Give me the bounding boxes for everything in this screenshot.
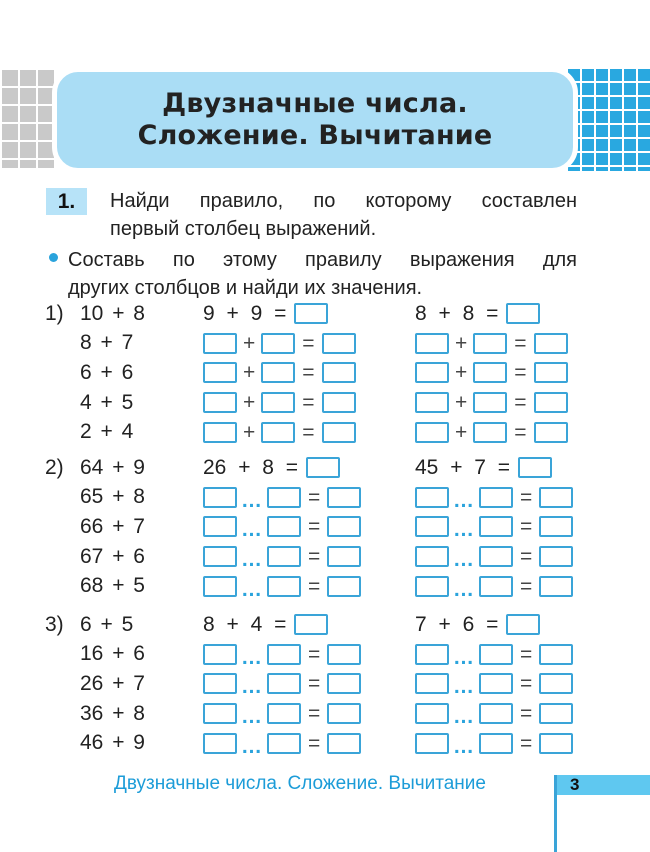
answer-box[interactable] (203, 673, 237, 694)
task-instruction-line-1: Найди правило, по которому составлен (110, 190, 577, 212)
answer-box[interactable] (267, 644, 301, 665)
group-2-middle-column (203, 453, 415, 601)
missing-operator-dots: … (241, 734, 263, 758)
fill-in-row (203, 669, 415, 699)
operator-symbol: + (243, 391, 256, 415)
given-expression: 64 + 9 (80, 455, 145, 479)
answer-box[interactable] (327, 487, 361, 508)
column-header-row (415, 610, 585, 640)
column-header-row (415, 453, 585, 483)
operator-symbol: + (455, 420, 468, 444)
operator-symbol: + (455, 391, 468, 415)
answer-box[interactable] (203, 516, 237, 537)
answer-box[interactable] (267, 487, 301, 508)
answer-box[interactable] (415, 546, 449, 567)
answer-box[interactable] (479, 516, 513, 537)
answer-box[interactable] (327, 644, 361, 665)
expression-row (45, 417, 203, 447)
missing-operator-dots: … (453, 577, 475, 601)
answer-box[interactable] (534, 362, 568, 383)
fill-in-row (203, 571, 415, 601)
answer-box[interactable] (203, 733, 237, 754)
fill-in-row (415, 699, 585, 729)
answer-box[interactable] (415, 703, 449, 724)
given-expression: 16 + 6 (80, 642, 145, 666)
equals-symbol: = (520, 485, 533, 509)
group-label: 2) (45, 455, 64, 479)
answer-box[interactable] (267, 703, 301, 724)
header-expression: 7 + 6 = (415, 612, 499, 636)
answer-box[interactable] (267, 733, 301, 754)
equals-symbol: = (308, 731, 321, 755)
missing-operator-dots: … (453, 734, 475, 758)
exercise-group-1 (45, 299, 625, 447)
footer-title: Двузначные числа. Сложение. Вычитание (114, 773, 486, 794)
fill-in-row (203, 358, 415, 388)
exercise-area (45, 299, 625, 758)
answer-box[interactable] (473, 422, 507, 443)
answer-box[interactable] (261, 333, 295, 354)
expression-row (45, 610, 203, 640)
missing-operator-dots: … (453, 675, 475, 699)
answer-box[interactable] (261, 392, 295, 413)
equals-symbol: = (308, 545, 321, 569)
group-3-given-column (45, 610, 203, 758)
expression-row (45, 388, 203, 418)
header-expression: 8 + 8 = (415, 301, 499, 325)
given-expression: 6 + 5 (80, 612, 134, 636)
group-1-middle-column (203, 299, 415, 447)
task-instruction (110, 187, 577, 243)
answer-box[interactable] (415, 516, 449, 537)
expression-row (45, 483, 203, 513)
given-expression: 8 + 7 (80, 331, 134, 355)
fill-in-row (415, 329, 585, 359)
group-2-right-column (415, 453, 585, 601)
operator-symbol: + (243, 420, 256, 444)
equals-symbol: = (514, 361, 527, 385)
answer-box[interactable] (203, 576, 237, 597)
missing-operator-dots: … (241, 488, 263, 512)
fill-in-row (203, 512, 415, 542)
expression-row (45, 329, 203, 359)
header-expression: 26 + 8 = (203, 455, 299, 479)
answer-box[interactable] (415, 576, 449, 597)
answer-box[interactable] (203, 487, 237, 508)
equals-symbol: = (520, 545, 533, 569)
answer-box[interactable] (479, 703, 513, 724)
answer-box[interactable] (261, 422, 295, 443)
exercise-group-3 (45, 610, 625, 758)
column-header-row (203, 610, 415, 640)
page-title-line-2: Сложение. Вычитание (137, 120, 493, 151)
expression-row (45, 512, 203, 542)
answer-box[interactable] (539, 516, 573, 537)
fill-in-row (203, 699, 415, 729)
given-expression: 46 + 9 (80, 731, 145, 755)
header-expression: 9 + 9 = (203, 301, 287, 325)
equals-symbol: = (520, 642, 533, 666)
answer-box[interactable] (479, 487, 513, 508)
header-expression: 45 + 7 = (415, 455, 511, 479)
answer-box[interactable] (479, 644, 513, 665)
answer-box[interactable] (506, 614, 540, 635)
answer-box[interactable] (415, 422, 449, 443)
missing-operator-dots: … (241, 675, 263, 699)
group-3-middle-column (203, 610, 415, 758)
answer-box[interactable] (327, 703, 361, 724)
answer-box[interactable] (479, 546, 513, 567)
answer-box[interactable] (203, 333, 237, 354)
answer-box[interactable] (534, 333, 568, 354)
answer-box[interactable] (267, 516, 301, 537)
equals-symbol: = (520, 574, 533, 598)
equals-symbol: = (520, 731, 533, 755)
given-expression: 68 + 5 (80, 574, 145, 598)
equals-symbol: = (514, 331, 527, 355)
missing-operator-dots: … (241, 577, 263, 601)
given-expression: 2 + 4 (80, 420, 134, 444)
answer-box[interactable] (473, 362, 507, 383)
fill-in-row (415, 728, 585, 758)
expression-row (45, 453, 203, 483)
fill-in-row (415, 571, 585, 601)
fill-in-row (415, 669, 585, 699)
equals-symbol: = (302, 420, 315, 444)
bullet-instruction-line-1: Составь по этому правилу выражения для (68, 249, 577, 271)
answer-box[interactable] (415, 487, 449, 508)
answer-box[interactable] (415, 333, 449, 354)
task-instruction-line-2: первый столбец выражений. (110, 218, 377, 240)
answer-box[interactable] (294, 303, 328, 324)
answer-box[interactable] (294, 614, 328, 635)
answer-box[interactable] (322, 362, 356, 383)
answer-box[interactable] (327, 576, 361, 597)
fill-in-row (415, 542, 585, 572)
group-3-right-column (415, 610, 585, 758)
fill-in-row (203, 417, 415, 447)
expression-row (45, 699, 203, 729)
answer-box[interactable] (479, 576, 513, 597)
column-header-row (203, 453, 415, 483)
exercise-group-2 (45, 453, 625, 601)
given-expression: 10 + 8 (80, 301, 145, 325)
fill-in-row (203, 329, 415, 359)
equals-symbol: = (520, 515, 533, 539)
equals-symbol: = (308, 702, 321, 726)
group-2-given-column (45, 453, 203, 601)
missing-operator-dots: … (241, 518, 263, 542)
equals-symbol: = (514, 391, 527, 415)
bullet-icon (49, 253, 58, 262)
fill-in-row (415, 358, 585, 388)
expression-row (45, 728, 203, 758)
fill-in-row (415, 417, 585, 447)
bullet-instruction-line-2: других столбцов и найди их значения. (68, 277, 423, 299)
answer-box[interactable] (539, 703, 573, 724)
operator-symbol: + (243, 361, 256, 385)
equals-symbol: = (302, 361, 315, 385)
answer-box[interactable] (322, 333, 356, 354)
fill-in-row (203, 388, 415, 418)
answer-box[interactable] (479, 733, 513, 754)
header-expression: 8 + 4 = (203, 612, 287, 636)
answer-box[interactable] (267, 546, 301, 567)
expression-row (45, 640, 203, 670)
expression-row (45, 571, 203, 601)
page-title (52, 67, 578, 173)
answer-box[interactable] (327, 516, 361, 537)
equals-symbol: = (514, 420, 527, 444)
answer-box[interactable] (415, 392, 449, 413)
group-1-given-column (45, 299, 203, 447)
group-1-right-column (415, 299, 585, 447)
missing-operator-dots: … (241, 548, 263, 572)
expression-row (45, 669, 203, 699)
answer-box[interactable] (203, 362, 237, 383)
answer-box[interactable] (203, 644, 237, 665)
answer-box[interactable] (473, 392, 507, 413)
column-header-row (203, 299, 415, 329)
page-number-band (557, 775, 650, 795)
equals-symbol: = (308, 485, 321, 509)
answer-box[interactable] (539, 644, 573, 665)
fill-in-row (415, 388, 585, 418)
answer-box[interactable] (415, 673, 449, 694)
answer-box[interactable] (203, 422, 237, 443)
page-number: 3 (570, 775, 580, 794)
given-expression: 6 + 6 (80, 360, 134, 384)
column-header-row (415, 299, 585, 329)
answer-box[interactable] (534, 392, 568, 413)
given-expression: 67 + 6 (80, 544, 145, 568)
answer-box[interactable] (539, 487, 573, 508)
fill-in-row (203, 483, 415, 513)
missing-operator-dots: … (453, 488, 475, 512)
missing-operator-dots: … (241, 645, 263, 669)
expression-row (45, 299, 203, 329)
fill-in-row (203, 542, 415, 572)
answer-box[interactable] (539, 733, 573, 754)
answer-box[interactable] (415, 733, 449, 754)
answer-box[interactable] (539, 673, 573, 694)
missing-operator-dots: … (453, 548, 475, 572)
expression-row (45, 542, 203, 572)
corner-grid-right-decoration (566, 67, 650, 171)
equals-symbol: = (520, 702, 533, 726)
answer-box[interactable] (506, 303, 540, 324)
missing-operator-dots: … (453, 645, 475, 669)
answer-box[interactable] (415, 362, 449, 383)
answer-box[interactable] (479, 673, 513, 694)
answer-box[interactable] (203, 703, 237, 724)
answer-box[interactable] (267, 673, 301, 694)
equals-symbol: = (308, 672, 321, 696)
answer-box[interactable] (539, 576, 573, 597)
fill-in-row (415, 640, 585, 670)
answer-box[interactable] (203, 392, 237, 413)
task-bullet-instruction (68, 246, 577, 302)
fill-in-row (415, 483, 585, 513)
fill-in-row (415, 512, 585, 542)
answer-box[interactable] (415, 644, 449, 665)
group-label: 3) (45, 612, 64, 636)
missing-operator-dots: … (453, 518, 475, 542)
fill-in-row (203, 728, 415, 758)
answer-box[interactable] (539, 546, 573, 567)
answer-box[interactable] (534, 422, 568, 443)
equals-symbol: = (520, 672, 533, 696)
answer-box[interactable] (327, 546, 361, 567)
answer-box[interactable] (327, 733, 361, 754)
answer-box[interactable] (322, 422, 356, 443)
answer-box[interactable] (261, 362, 295, 383)
page-title-line-1: Двузначные числа. (162, 88, 468, 119)
answer-box[interactable] (203, 546, 237, 567)
operator-symbol: + (243, 331, 256, 355)
equals-symbol: = (302, 391, 315, 415)
fill-in-row (203, 640, 415, 670)
answer-box[interactable] (327, 673, 361, 694)
given-expression: 26 + 7 (80, 671, 145, 695)
given-expression: 4 + 5 (80, 390, 134, 414)
given-expression: 36 + 8 (80, 701, 145, 725)
equals-symbol: = (302, 331, 315, 355)
expression-row (45, 358, 203, 388)
answer-box[interactable] (322, 392, 356, 413)
missing-operator-dots: … (241, 705, 263, 729)
given-expression: 66 + 7 (80, 514, 145, 538)
answer-box[interactable] (306, 457, 340, 478)
given-expression: 65 + 8 (80, 485, 145, 509)
group-label: 1) (45, 301, 64, 325)
missing-operator-dots: … (453, 705, 475, 729)
operator-symbol: + (455, 331, 468, 355)
answer-box[interactable] (473, 333, 507, 354)
task-number-badge: 1. (46, 188, 87, 215)
equals-symbol: = (308, 574, 321, 598)
equals-symbol: = (308, 642, 321, 666)
equals-symbol: = (308, 515, 321, 539)
answer-box[interactable] (267, 576, 301, 597)
operator-symbol: + (455, 361, 468, 385)
answer-box[interactable] (518, 457, 552, 478)
corner-grid-left-decoration (0, 68, 56, 168)
